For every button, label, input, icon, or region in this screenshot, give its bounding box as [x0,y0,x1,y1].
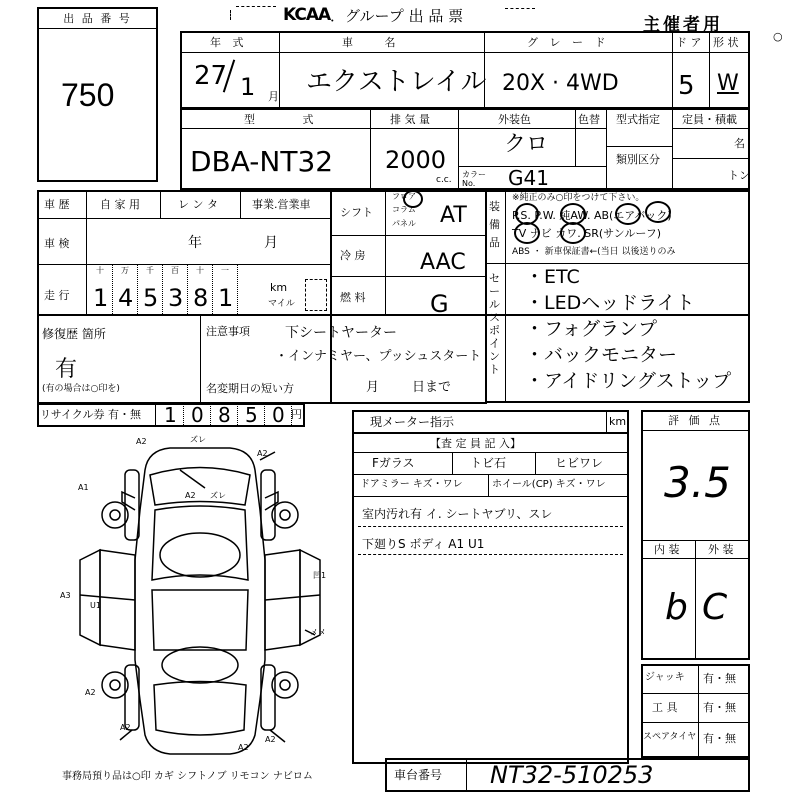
form-title: ．グループ 出 品 票 [330,7,464,25]
score-label: 評 価 点 [668,414,723,427]
spare-label: スペアタイヤ [643,732,697,742]
capacity-label: 定員・積載 [682,113,737,126]
insp-h3 [352,496,629,497]
meter-label: 現メーター指示 [370,415,455,429]
spec-h1 [330,235,485,236]
insp-dash2 [358,554,623,555]
notes-label: 注意事項 [206,325,250,338]
history-private: 自 家 用 [100,198,140,211]
mileage-digit-label: 十 [96,266,104,275]
score-h1 [641,430,750,431]
repair-note: (有の場合は○印を) [42,384,120,394]
notes-line-2: ・インナミヤー、プッシュスタート [275,349,482,364]
hist-v-rental [160,190,161,218]
notes-line-1: 下シートヤーター [285,325,397,341]
category-label: 類別区分 [616,153,660,166]
sales-point-3: ・フォグランプ [525,318,658,340]
equipment-line-1: P.S. P.W. 純AW. AB(エアバック) [512,209,672,222]
recycle-digit-cell [184,403,211,427]
model-value: DBA-NT32 [190,145,334,178]
car-name-label: 車 名 [342,36,410,49]
score-value: 3.5 [664,458,731,507]
hist-v1 [86,190,87,316]
mileage-digit-label: 万 [121,266,129,275]
equipment-line-2: TV ナビ カワ. SR(サンルーフ) [512,227,662,240]
ac-value: AAC [420,250,466,275]
recycle-digit-cell [265,403,292,427]
insp-dash1 [358,526,623,527]
row2-cap-line1 [672,128,748,129]
inspector-comment-2: 下廻りS ボディ A1 U1 [362,537,485,551]
office-note: 事務局預り品は○印 カギ シフトノブ リモコン ナビロム [62,771,313,782]
inspection-month: 月 [264,235,278,251]
equip-circle-tv [514,222,540,244]
lot-number-label: 出 品 番 号 [39,9,156,29]
diagram-mark: A2 [85,688,96,697]
insp-h2 [352,474,629,475]
chassis-label: 車台番号 [394,768,443,782]
fuel-value: G [430,290,449,318]
hist-v-business [240,190,241,218]
chassis-value: NT32-510253 [490,761,654,789]
fuel-label: 燃 料 [340,291,366,304]
mile-checkbox [305,279,327,311]
mileage-digit-cell [163,264,188,316]
fglass-label: Fガラス [372,456,415,470]
diagram-mark: U1 [90,601,101,610]
tools-v1 [698,664,699,756]
grade-value: 20X · 4WD [502,71,619,96]
recycle-digit-value: 1 [164,403,177,427]
diagram-mark: A1 [78,483,89,492]
mileage-digit-value: 5 [143,284,159,312]
history-rental: レ ン タ [178,198,218,211]
insp-v3 [488,474,489,496]
mileage-digit-cell [213,264,238,316]
tobiishi-label: トビ石 [470,456,507,470]
shift-option-column: コラム [392,205,416,214]
mileage-digit-cell [113,264,138,316]
insp-h1 [352,452,629,453]
insp-v1 [452,452,453,474]
row2-d5 [672,110,673,188]
row1-divider-1 [279,33,280,107]
equip-circle-aw [615,203,641,225]
sales-point-4: ・バックモニター [525,344,678,366]
organizer-copy-label: 主催者用 [643,15,723,35]
inspection-year: 年 [188,235,202,251]
meter-divider [606,410,607,434]
diagram-mark: ズレ [190,435,206,444]
mileage-digit-value: 1 [93,284,109,312]
insp-v2 [535,452,536,474]
recycle-digit-cell [211,403,238,427]
row2-d1 [370,110,371,188]
diagram-mark: A2 [265,735,276,744]
repair-divider [200,316,201,403]
jack-label: ジャッキ [645,672,685,683]
diagram-mark: A3 [60,591,71,600]
km-unit: km [270,281,288,294]
history-business: 事業.営業車 [252,198,311,211]
row1-divider-4 [709,33,710,107]
recycle-label: リサイクル券 有・無 [40,408,141,421]
lot-number-value: 750 [61,77,115,113]
diagram-mark: A2 [185,491,196,500]
shift-option-floor: フロア [392,192,416,201]
sales-point-2: ・LEDヘッドライト [525,292,695,314]
capacity-unit-persons: 名 [734,137,745,150]
sales-point-label: セールスポイント [489,272,500,376]
door-value: 5 [678,71,695,101]
tool-label: 工 具 [652,701,678,714]
meter-unit: km [609,415,627,428]
interior-label: 内 装 [654,543,680,556]
recycle-divider [155,403,156,427]
mileage-digit-cell [138,264,163,316]
mileage-digit-value: 4 [118,284,134,312]
mileage-digit-label: 百 [171,266,179,275]
recycle-digit-value: 8 [218,403,231,427]
shift-value: AT [440,203,467,228]
row2-d2 [458,110,459,188]
shift-label: シフト [340,206,373,219]
diagram-mark: A2 [257,449,268,458]
row2-d4 [606,110,607,188]
exterior-label: 外 装 [708,543,734,556]
shape-label: 形 状 [713,36,739,49]
header-dash2 [505,8,535,9]
mileage-digit-cell [188,264,213,316]
kcaa-logo: KCAA [283,5,331,25]
tools-h2 [641,722,750,723]
interior-value: b [665,587,688,628]
mileage-digit-label: 千 [146,266,154,275]
car-name-value: エクストレイル [306,67,487,97]
corner-mark: ○ [773,30,783,43]
spare-value: 有・無 [703,732,736,745]
score-v1 [695,540,696,658]
equipment-note: ※純正のみ○印をつけて下さい。 [512,193,645,203]
header-dash-left [230,10,236,20]
repair-label: 修復歴 箇所 [42,327,106,341]
diagram-mark: A2 [120,723,131,732]
recycle-unit: 円 [291,408,302,421]
displacement-label: 排 気 量 [390,113,430,126]
equip-circle-navi [560,222,586,244]
row2-d3 [575,110,576,166]
grade-label: グ レ ー ド [527,36,610,49]
row2-cap-line2 [672,158,748,159]
reregistration-label: 名変期日の短い方 [206,382,294,395]
color-number-label: カラー No. [462,170,486,188]
mileage-digit-label: 十 [196,266,204,275]
exterior-color-label: 外装色 [498,113,531,126]
hibiware-label: ヒビワレ [555,456,604,470]
history-label: 車 歴 [44,198,70,211]
exterior-value: C [702,587,728,628]
sales-point-1: ・ETC [525,266,580,288]
mileage-digit-value: 1 [218,284,234,312]
vehicle-row-2 [180,108,750,190]
tools-h1 [641,693,750,694]
car-damage-diagram [60,430,350,780]
row2-type-line [606,146,672,147]
shape-value: W [717,71,739,96]
year-label: 年 式 [210,36,248,49]
recycle-digit-value: 5 [245,403,258,427]
spec-h2 [330,276,485,277]
displacement-value: 2000 [385,146,447,174]
vehicle-row-1 [180,31,750,109]
mileage-digit-cell [88,264,113,316]
reregistration-month: 月 [366,380,380,395]
displacement-unit: c.c. [436,175,452,185]
model-label: 型 式 [244,113,336,126]
diagram-mark: ズレ [210,491,226,500]
chassis-divider [466,758,467,792]
color-change-label: 色替 [578,113,600,126]
tool-value: 有・無 [703,701,736,714]
recycle-digit-value: 0 [272,403,285,427]
hist-v3 [385,190,386,316]
shift-floor-circle [403,190,423,208]
door-label: ド ア [676,36,702,49]
row1-divider-3 [672,33,673,107]
month-unit: 月 [268,90,279,103]
mileage-digit-value: 3 [168,284,184,312]
inspector-comment-1: 室内汚れ有 イ. シートヤブリ、スレ [362,507,553,521]
lot-number-box [37,7,158,182]
diagram-mark: 凹1 [313,571,327,580]
inspection-label: 車 検 [44,237,70,250]
diagram-mark: A2 [238,743,249,752]
repair-value: 有 [55,357,78,382]
hist-h1 [37,218,330,219]
type-approval-label: 型式指定 [616,113,660,126]
mile-unit: マイル [268,299,295,309]
equip-circle-ab [645,201,671,223]
jack-value: 有・無 [703,672,736,685]
recycle-digit-value: 0 [191,403,204,427]
equipment-line-3: ABS ・ 新車保証書←(当日 以後送りのみ [512,247,676,257]
header-dash [236,6,276,7]
row1-header-line [182,33,748,53]
door-mirror-label: ドアミラー キズ・ワレ [360,479,463,490]
month-value: 1 [240,73,256,101]
recycle-digit-cell [157,403,184,427]
equipment-label: 装 備 品 [489,200,500,249]
mileage-digit-label: 一 [221,266,229,275]
mileage-digit-value: 8 [193,284,209,312]
ac-label: 冷 房 [340,249,366,262]
sales-point-5: ・アイドリングストップ [525,370,732,392]
reregistration-day: 日まで [412,380,452,395]
mileage-label: 走 行 [44,289,70,302]
color-number-value: G41 [508,166,549,190]
inspector-title: 【査 定 員 記 入】 [430,437,521,450]
shift-option-panel: パネル [392,219,416,228]
exterior-color-value: クロ [504,132,549,157]
recycle-digit-cell [238,403,265,427]
capacity-unit-tons: トン [728,169,750,182]
diagram-mark: メメ [310,628,326,637]
wheel-label: ホイール(CP) キズ・ワレ [492,479,606,490]
year-value: 27 [194,61,228,91]
diagram-mark: A2 [136,437,147,446]
